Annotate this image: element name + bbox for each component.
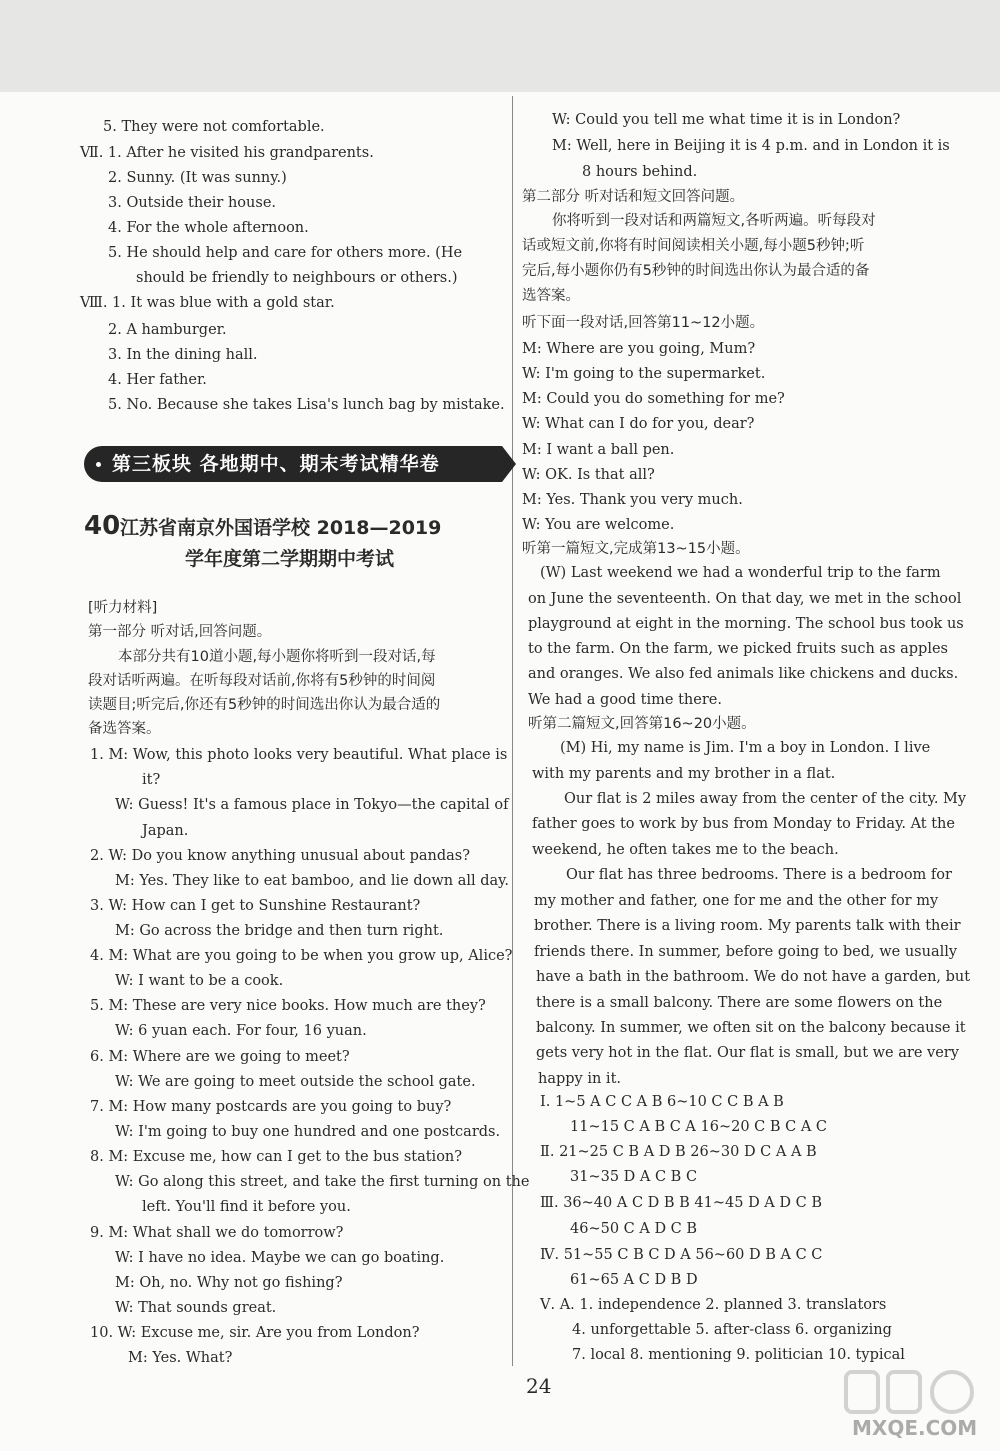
text-line: 4. For the whole afternoon. — [108, 220, 309, 236]
text-line: Our flat is 2 miles away from the center of the city. My — [564, 791, 967, 807]
exam-title-line2: 学年度第二学期期中考试 — [185, 548, 395, 570]
text-line: there is a small balcony. There are some flowers on the — [536, 995, 943, 1011]
scan-top-margin — [0, 0, 1000, 92]
text-line: W: Guess! It's a famous place in Tokyo—the capital of — [115, 797, 509, 813]
exam-title-line1: 江苏省南京外国语学校 2018—2019 — [120, 517, 442, 539]
answer-line: 61~65 A C D B D — [570, 1272, 698, 1288]
text-line: 4. Her father. — [108, 372, 207, 388]
text-line: 本部分共有10道小题,每小题你将听到一段对话,每 — [118, 649, 436, 665]
text-line: W: OK. Is that all? — [522, 467, 655, 483]
text-line: to the farm. On the farm, we picked fruits such as apples — [528, 641, 948, 657]
text-line: 4. M: What are you going to be when you grow up, Alice? — [90, 948, 513, 964]
text-line: M: Yes. They like to eat bamboo, and lie down all day. — [115, 873, 510, 889]
text-line: 选答案。 — [522, 288, 580, 304]
answer-line: Ⅳ. 51~55 C B C D A 56~60 D B A C C — [540, 1247, 823, 1263]
text-line: Our flat has three bedrooms. There is a bedroom for — [566, 867, 952, 883]
text-line: M: Oh, no. Why not go fishing? — [115, 1275, 343, 1291]
text-line: 5. No. Because she takes Lisa's lunch bag by mistake. — [108, 397, 505, 413]
text-line: gets very hot in the flat. Our flat is small, but we are very — [536, 1045, 959, 1061]
text-line: 段对话听两遍。在听每段对话前,你将有5秒钟的时间阅 — [88, 673, 436, 689]
answer-line: 31~35 D A C B C — [570, 1169, 698, 1185]
text-line: (W) Last weekend we had a wonderful trip to the farm — [540, 565, 941, 581]
text-line: 10. W: Excuse me, sir. Are you from London? — [90, 1325, 420, 1341]
section-banner — [84, 446, 502, 482]
text-line: W: I have no idea. Maybe we can go boating. — [115, 1250, 445, 1266]
text-line: brother. There is a living room. My parents talk with their — [534, 918, 961, 934]
text-line: 3. In the dining hall. — [108, 347, 258, 363]
answer-line: Ⅴ. A. 1. independence 2. planned 3. translators — [540, 1297, 887, 1313]
text-line: Japan. — [142, 823, 189, 839]
page-number: 24 — [526, 1374, 552, 1398]
text-line: weekend, he often takes me to the beach. — [532, 842, 839, 858]
text-line: happy in it. — [538, 1071, 622, 1087]
banner-arrow-icon — [502, 446, 516, 482]
text-line: 备选答案。 — [88, 721, 161, 737]
text-line: my mother and father, one for me and the other for my — [534, 893, 939, 909]
text-line: (M) Hi, my name is Jim. I'm a boy in London. I live — [560, 740, 931, 756]
text-line: 2. W: Do you know anything unusual about pandas? — [90, 848, 471, 864]
text-line: and oranges. We also fed animals like chickens and ducks. — [528, 666, 959, 682]
section-banner-text: 第三板块 各地期中、期末考试精华卷 — [112, 453, 440, 475]
watermark-text: MXQE.COM — [852, 1416, 978, 1440]
text-line: 3. W: How can I get to Sunshine Restaurant? — [90, 898, 421, 914]
text-line: it? — [142, 772, 161, 788]
text-line: W: 6 yuan each. For four, 16 yuan. — [115, 1023, 367, 1039]
text-line: 8 hours behind. — [582, 164, 698, 180]
text-line: 1. M: Wow, this photo looks very beautiful. What place is — [90, 747, 508, 763]
text-line: 话或短文前,你将有时间阅读相关小题,每小题5秒钟;听 — [522, 238, 865, 254]
text-line: left. You'll find it before you. — [142, 1199, 351, 1215]
text-line: 完后,每小题你仍有5秒钟的时间选出你认为最合适的备 — [522, 263, 870, 279]
text-line: Ⅶ. 1. After he visited his grandparents. — [80, 145, 374, 161]
text-line: 5. They were not comfortable. — [103, 119, 325, 135]
text-line: friends there. In summer, before going to bed, we usually — [534, 944, 958, 960]
text-line: 听下面一段对话,回答第11~12小题。 — [522, 315, 765, 331]
text-line: W: I'm going to the supermarket. — [522, 366, 766, 382]
text-line: 3. Outside their house. — [108, 195, 277, 211]
text-line: W: Could you tell me what time it is in London? — [552, 112, 901, 128]
text-line: 5. He should help and care for others more. (He — [108, 245, 463, 261]
text-line: 你将听到一段对话和两篇短文,各听两遍。听每段对 — [552, 213, 876, 229]
text-line: 第二部分 听对话和短文回答问题。 — [522, 189, 745, 205]
text-line: 9. M: What shall we do tomorrow? — [90, 1225, 344, 1241]
text-line: with my parents and my brother in a flat. — [532, 766, 836, 782]
text-line: 听第二篇短文,回答第16~20小题。 — [528, 716, 756, 732]
text-line: 听第一篇短文,完成第13~15小题。 — [522, 541, 750, 557]
text-line: W: What can I do for you, dear? — [522, 416, 755, 432]
text-line: M: Yes. Thank you very much. — [522, 492, 743, 508]
answer-line: Ⅰ. 1~5 A C C A B 6~10 C C B A B — [540, 1094, 784, 1110]
text-line: M: I want a ball pen. — [522, 442, 675, 458]
text-line: have a bath in the bathroom. We do not have a garden, but — [536, 969, 971, 985]
text-line: M: Yes. What? — [128, 1350, 233, 1366]
text-line: should be friendly to neighbours or others.) — [136, 270, 458, 286]
text-line: W: That sounds great. — [115, 1300, 277, 1316]
text-line: We had a good time there. — [528, 692, 722, 708]
text-line: 读题目;听完后,你还有5秒钟的时间选出你认为最合适的 — [88, 697, 441, 713]
answer-line: 7. local 8. mentioning 9. politician 10. typical — [572, 1347, 905, 1363]
text-line: W: We are going to meet outside the school gate. — [115, 1074, 476, 1090]
answer-line: 4. unforgettable 5. after-class 6. organizing — [572, 1322, 892, 1338]
text-line: playground at eight in the morning. The school bus took us — [528, 616, 964, 632]
text-line: M: Well, here in Beijing it is 4 p.m. and in London it is — [552, 138, 950, 154]
text-line: 2. A hamburger. — [108, 322, 227, 338]
answer-line: Ⅲ. 36~40 A C D B B 41~45 D A D C B — [540, 1195, 822, 1211]
text-line: M: Go across the bridge and then turn right. — [115, 923, 444, 939]
text-line: [听力材料] — [88, 600, 158, 616]
text-line: 7. M: How many postcards are you going to buy? — [90, 1099, 452, 1115]
text-line: on June the seventeenth. On that day, we met in the school — [528, 591, 962, 607]
exam-number: 40 — [84, 511, 121, 541]
text-line: W: I want to be a cook. — [115, 973, 284, 989]
text-line: M: Where are you going, Mum? — [522, 341, 756, 357]
text-line: 第一部分 听对话,回答问题。 — [88, 624, 272, 640]
text-line: Ⅷ. 1. It was blue with a gold star. — [80, 295, 335, 311]
text-line: W: You are welcome. — [522, 517, 675, 533]
answer-line: Ⅱ. 21~25 C B A D B 26~30 D C A A B — [540, 1144, 817, 1160]
text-line: W: Go along this street, and take the first turning on the — [115, 1174, 530, 1190]
text-line: M: Could you do something for me? — [522, 391, 785, 407]
text-line: W: I'm going to buy one hundred and one postcards. — [115, 1124, 501, 1140]
text-line: 6. M: Where are we going to meet? — [90, 1049, 350, 1065]
text-line: 5. M: These are very nice books. How much are they? — [90, 998, 486, 1014]
answer-line: 11~15 C A B C A 16~20 C B C A C — [570, 1119, 827, 1135]
text-line: father goes to work by bus from Monday to Friday. At the — [532, 816, 955, 832]
text-line: balcony. In summer, we often sit on the balcony because it — [536, 1020, 966, 1036]
answer-line: 46~50 C A D C B — [570, 1221, 698, 1237]
text-line: 8. M: Excuse me, how can I get to the bus station? — [90, 1149, 463, 1165]
text-line: 2. Sunny. (It was sunny.) — [108, 170, 287, 186]
bullet-dot-icon — [96, 462, 101, 467]
